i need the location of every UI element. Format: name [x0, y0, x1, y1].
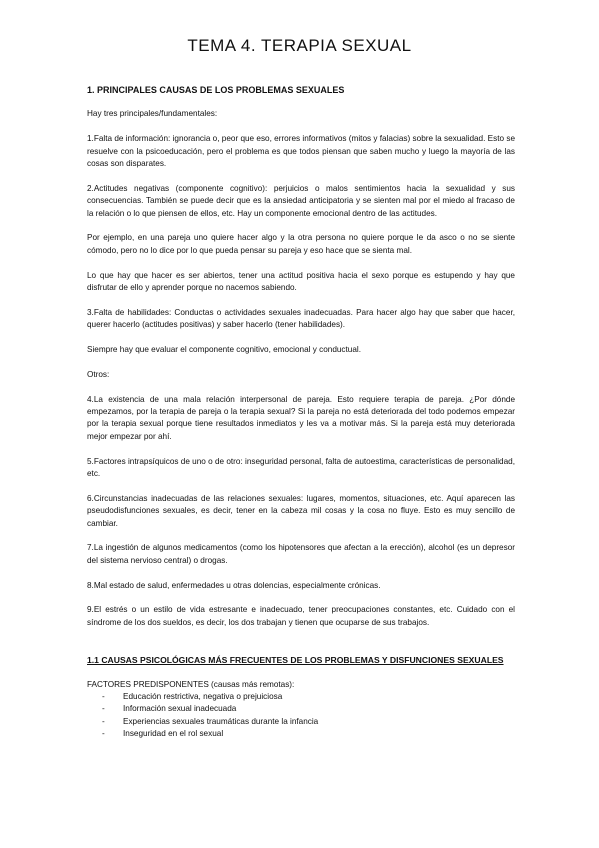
- dash-marker: -: [102, 692, 105, 702]
- list-item-text: Información sexual inadecuada: [123, 704, 237, 714]
- section-heading: 1. PRINCIPALES CAUSAS DE LOS PROBLEMAS SEXUALES: [87, 85, 345, 95]
- paragraph: Lo que hay que hacer es ser abiertos, tener una actitud positiva hacia el sexo porque es estupendo y hay que disfrutar de ello y aprender porque no nacemos sabiendo.: [87, 270, 515, 293]
- document-body: [87, 84, 515, 741]
- paragraph: 8.Mal estado de salud, enfermedades u otras dolencias, especialmente crónicas.: [87, 580, 381, 590]
- paragraph: Otros:: [87, 369, 110, 379]
- list-item: [87, 728, 515, 740]
- paragraph: 9.El estrés o un estilo de vida estresante e inadecuado, tener preocupaciones constantes, etc. Cuidado con el síndrome de los dos sueldos, es decir, los dos trabajan y tienen que ocuparse de sus trabajos.: [87, 605, 515, 627]
- list-item: [87, 703, 515, 715]
- paragraph: 4.La existencia de una mala relación interpersonal de pareja. Esto requiere terapia de pareja. ¿Por dónde empezamos, por la terapia de pareja o la terapia sexual? Si la pareja no está deteriorada del todo podemos empezar por la terapia sexual porque tiene resultados inmediatos y les va a motivar más. Si la pareja está muy deteriorada mejor empezar por ahí.: [87, 394, 515, 441]
- paragraph: 5.Factores intrapsíquicos de uno o de otro: inseguridad personal, falta de autoestima, características de personalidad, etc.: [87, 456, 515, 479]
- paragraph: Hay tres principales/fundamentales:: [87, 109, 218, 119]
- paragraph: 1.Falta de información: ignorancia o, peor que eso, errores informativos (mitos y falacias) sobre la sexualidad. Esto se resuelve con la psicoeducación, pero el problema es que todos piensan que saben mucho y luego la mayoría de las cosas son disparates.: [87, 134, 515, 169]
- paragraph: Por ejemplo, en una pareja uno quiere hacer algo y la otra persona no quiere porque le da asco o no se siente cómodo, pero no lo dice por lo que pueda pensar su pareja y eso hace que se sienta mal.: [87, 233, 515, 255]
- dash-marker: -: [102, 704, 105, 714]
- document-title: TEMA 4. TERAPIA SEXUAL: [187, 36, 412, 55]
- dash-marker: -: [102, 716, 105, 726]
- list-item: [87, 691, 515, 703]
- paragraph: FACTORES PREDISPONENTES (causas más remotas):: [87, 679, 295, 689]
- subsection-heading: 1.1 CAUSAS PSICOLÓGICAS MÁS FRECUENTES DE LOS PROBLEMAS Y DISFUNCIONES SEXUALES: [87, 655, 504, 666]
- paragraph: 3.Falta de habilidades: Conductas o actividades sexuales inadecuadas. Para hacer algo hay que saber que hacer, querer hacerlo (actitudes positivas) y saber hacerlo (tener habilidades).: [87, 307, 515, 330]
- paragraph: 2.Actitudes negativas (componente cognitivo): perjuicios o malos sentimientos hacia la sexualidad y sus consecuencias. También se puede decir que es la ansiedad anticipatoria y se sienten mal por el miedo al fracaso de la relación o lo que piensen de ellos, etc. Hay un componente emocional dentro de las actitudes.: [87, 183, 515, 218]
- dash-marker: -: [102, 729, 105, 739]
- list-item: [87, 716, 515, 728]
- list-item-text: Inseguridad en el rol sexual: [123, 729, 224, 739]
- bullet-list: [87, 691, 515, 741]
- paragraph: 6.Circunstancias inadecuadas de las relaciones sexuales: lugares, momentos, situaciones, etc. Aquí aparecen las pseudodisfunciones sexuales, es decir, tener en la cabeza mil cosas y la cosa no fluye. Esto es muy sencillo de cambiar.: [87, 493, 515, 528]
- paragraph: Siempre hay que evaluar el componente cognitivo, emocional y conductual.: [87, 345, 361, 355]
- paragraph: 7.La ingestión de algunos medicamentos (como los hipotensores que afectan a la erección), alcohol (es un depresor del sistema nervioso central) o drogas.: [87, 543, 515, 565]
- list-item-text: Experiencias sexuales traumáticas durante la infancia: [123, 716, 319, 726]
- list-item-text: Educación restrictiva, negativa o prejuiciosa: [123, 692, 283, 702]
